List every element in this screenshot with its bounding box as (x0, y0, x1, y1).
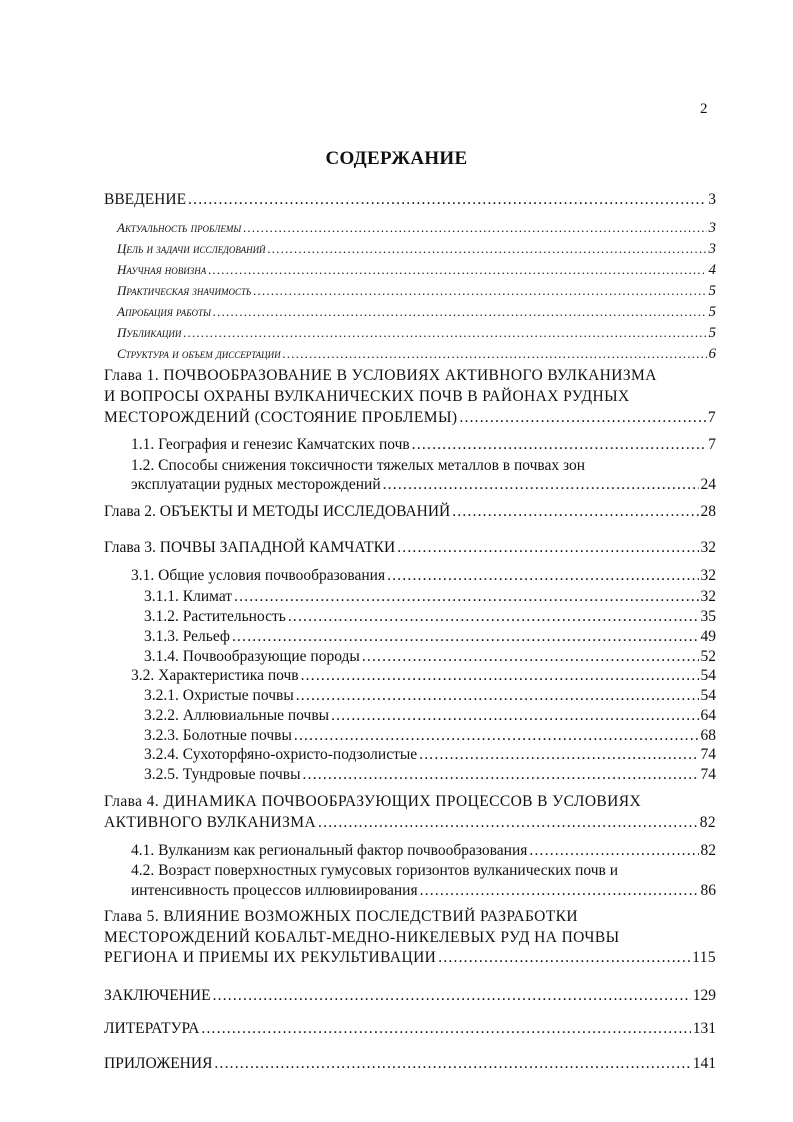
entry-page: 129 (692, 987, 716, 1004)
toc-entry-intro-goals (117, 239, 716, 259)
entry-label: эксплуатации рудных месторождений (131, 476, 381, 493)
entry-label: Цель и задачи исследований (117, 241, 266, 256)
entry-label: ЛИТЕРАТУРА (104, 1020, 200, 1037)
entry-page: 54 (700, 687, 716, 704)
toc-entry-1-2-line: 1.2. Способы снижения токсичности тяжелых металлов в почвах зон (131, 457, 586, 474)
chapter-title-line: Глава 5. ВЛИЯНИЕ ВОЗМОЖНЫХ ПОСЛЕДСТВИЙ РАЗРАБОТКИ (104, 908, 578, 925)
entry-page: 68 (700, 727, 716, 744)
toc-entry-intro-novelty (117, 260, 716, 280)
page-number: 2 (700, 101, 708, 117)
entry-label: 3.2.4. Сухоторфяно-охристо-подзолистые (144, 746, 418, 763)
toc-entry-3-1-3 (144, 627, 716, 647)
entry-label: 3.1. Общие условия почвообразования (131, 567, 386, 584)
entry-label: 3.2.3. Болотные почвы (144, 727, 292, 744)
entry-page: 32 (700, 588, 716, 605)
toc-entry-4-2 (131, 881, 716, 901)
entry-label: 1.1. География и генезис Камчатских почв (131, 436, 410, 453)
entry-page: 3 (708, 241, 716, 257)
entry-page: 64 (700, 707, 716, 724)
toc-entry-3-2-5 (144, 765, 716, 785)
chapter-title-last-line: РЕГИОНА И ПРИЕМЫ ИХ РЕКУЛЬТИВАЦИИ ..... 115 (104, 948, 716, 968)
entry-label: ЗАКЛЮЧЕНИЕ (104, 987, 211, 1004)
entry-page: 3 (708, 220, 716, 236)
entry-page: 6 (708, 346, 716, 362)
entry-label: Апробация работы (117, 304, 211, 319)
entry-label: 3.2.1. Охристые почвы (144, 687, 294, 704)
entry-label: интенсивность процессов иллювиирования (131, 882, 418, 899)
toc-entry-3-1-2 (144, 607, 716, 627)
entry-page: 82 (700, 842, 716, 859)
entry-page: 24 (700, 476, 716, 493)
toc-entry-intro-relevance (117, 218, 716, 238)
chapter-title-line: Глава 4. ДИНАМИКА ПОЧВООБРАЗУЮЩИХ ПРОЦЕССОВ В УСЛОВИЯХ (104, 793, 642, 810)
entry-page: 49 (700, 628, 716, 645)
toc-chapter-2 (104, 502, 716, 522)
toc-entry-conclusion (104, 986, 716, 1006)
toc-entry-3-2 (131, 666, 716, 686)
entry-label: Практическая значимость (117, 283, 252, 298)
toc-entry-1-2 (131, 475, 716, 495)
entry-label: 3.2.2. Аллювиальные почвы (144, 707, 330, 724)
entry-page: 5 (708, 304, 716, 320)
entry-label: Глава 3. ПОЧВЫ ЗАПАДНОЙ КАМЧАТКИ (104, 539, 396, 556)
entry-label: ПРИЛОЖЕНИЯ (104, 1055, 213, 1072)
entry-page: 82 (699, 814, 716, 831)
toc-entry-4-1 (131, 841, 716, 861)
chapter-title-last-line: АКТИВНОГО ВУЛКАНИЗМА ..... 82 (104, 813, 716, 833)
toc-entry-1-1 (131, 435, 716, 455)
toc-entry-intro-structure (117, 344, 716, 364)
toc-entry-3-2-2 (144, 706, 716, 726)
entry-page: 4 (708, 262, 716, 278)
toc-entry-intro-approbation (117, 302, 716, 322)
chapter-title-line: Глава 1. ПОЧВООБРАЗОВАНИЕ В УСЛОВИЯХ АКТИВНОГО ВУЛКАНИЗМА (104, 367, 657, 384)
entry-label: Публикации (117, 325, 182, 340)
entry-page: 7 (708, 436, 716, 453)
toc-entry-3-1 (131, 566, 716, 586)
toc-entry-3-1-1 (144, 587, 716, 607)
entry-page: 52 (700, 648, 716, 665)
toc-entry-intro-publications (117, 323, 716, 343)
entry-label: 3.1.1. Климат (144, 588, 233, 605)
entry-label: 3.2.5. Тундровые почвы (144, 766, 301, 783)
entry-page: 86 (700, 882, 716, 899)
entry-page: 74 (700, 766, 716, 783)
entry-page: 141 (692, 1055, 716, 1072)
entry-page: 28 (700, 503, 716, 520)
entry-page: 131 (692, 1020, 716, 1037)
page-title: СОДЕРЖАНИЕ (325, 148, 468, 169)
toc-entry-3-2-1 (144, 686, 716, 706)
toc-entry-introduction (104, 190, 716, 210)
entry-page: 54 (700, 667, 716, 684)
entry-label: Структура и объем диссертации (117, 346, 281, 361)
entry-label: Глава 2. ОБЪЕКТЫ И МЕТОДЫ ИССЛЕДОВАНИЙ (104, 503, 451, 520)
toc-chapter-3 (104, 538, 716, 558)
toc-entry-4-2-line: 4.2. Возраст поверхностных гумусовых горизонтов вулканических почв и (131, 862, 619, 879)
toc-entry-literature (104, 1019, 716, 1039)
entry-page: 3 (708, 191, 716, 208)
toc-entry-intro-significance (117, 281, 716, 301)
entry-label: Актуальность проблемы (117, 220, 242, 235)
entry-page: 74 (700, 746, 716, 763)
toc-entry-3-2-3 (144, 726, 716, 746)
entry-page: 32 (700, 567, 716, 584)
entry-label: Научная новизна (117, 262, 207, 277)
toc-entry-appendices (104, 1054, 716, 1074)
chapter-title-line: МЕСТОРОЖДЕНИЙ КОБАЛЬТ-МЕДНО-НИКЕЛЕВЫХ РУД НА ПОЧВЫ (104, 929, 620, 946)
toc-entry-3-2-4 (144, 745, 716, 765)
entry-label: 3.1.4. Почвообразующие породы (144, 648, 360, 665)
entry-page: 7 (707, 409, 716, 426)
entry-page: 5 (708, 283, 716, 299)
chapter-title-last-line: МЕСТОРОЖДЕНИЙ (СОСТОЯНИЕ ПРОБЛЕМЫ) ..... 7 (104, 408, 716, 428)
entry-page: 35 (700, 608, 716, 625)
entry-label: 3.1.2. Растительность (144, 608, 286, 625)
entry-page: 32 (700, 539, 716, 556)
chapter-title-line: И ВОПРОСЫ ОХРАНЫ ВУЛКАНИЧЕСКИХ ПОЧВ В РАЙОНАХ РУДНЫХ (104, 388, 630, 405)
entry-label: 3.2. Характеристика почв (131, 667, 299, 684)
entry-label: ВВЕДЕНИЕ (104, 191, 187, 208)
toc-entry-3-1-4 (144, 647, 716, 667)
entry-page: 115 (692, 949, 716, 966)
entry-label: 3.1.3. Рельеф (144, 628, 230, 645)
entry-page: 5 (708, 325, 716, 341)
entry-label: 4.1. Вулканизм как региональный фактор почвообразования (131, 842, 528, 859)
